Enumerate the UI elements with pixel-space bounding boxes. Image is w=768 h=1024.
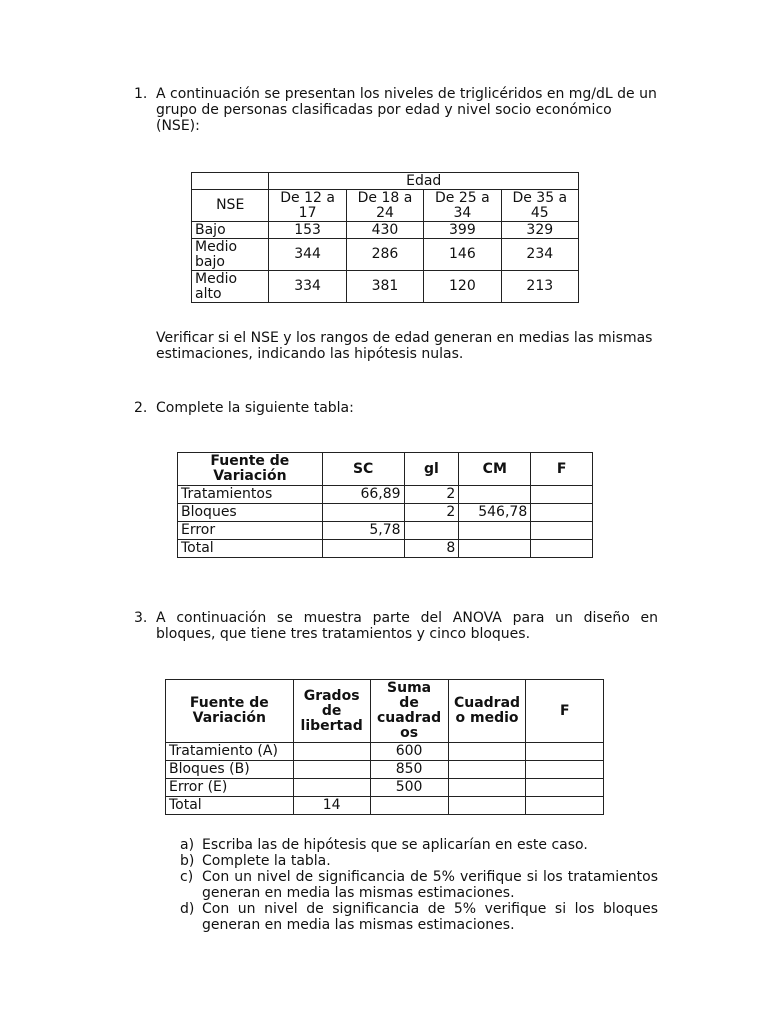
table-cell: 14 xyxy=(293,797,370,815)
row-header-nse: NSE xyxy=(192,190,269,222)
table-cell: 334 xyxy=(269,271,346,303)
table-cell xyxy=(293,743,370,761)
question-3 xyxy=(134,610,658,642)
table-cell: 2 xyxy=(404,486,459,504)
column-header: De 25 a 34 xyxy=(424,190,501,222)
table-row xyxy=(192,271,579,303)
header-fuente: Fuente de Variación xyxy=(166,680,294,743)
row-label: Total xyxy=(166,797,294,815)
table-cell: 286 xyxy=(346,239,423,271)
list-marker: d) xyxy=(180,901,195,917)
table-row xyxy=(178,540,593,558)
row-label: Total xyxy=(178,540,323,558)
table-row xyxy=(178,486,593,504)
table-row xyxy=(166,743,604,761)
list-item xyxy=(180,869,658,901)
table-cell: 500 xyxy=(370,779,448,797)
table-cell xyxy=(322,540,404,558)
table-cell xyxy=(370,797,448,815)
table-cell xyxy=(404,522,459,540)
row-label: Bloques xyxy=(178,504,323,522)
column-header: De 12 a 17 xyxy=(269,190,346,222)
row-label: Error (E) xyxy=(166,779,294,797)
question-number: 2. xyxy=(134,400,148,416)
table-cell xyxy=(526,797,604,815)
table-cell: 8 xyxy=(404,540,459,558)
list-marker: b) xyxy=(180,853,195,869)
column-header: De 35 a 45 xyxy=(501,190,578,222)
header-gl: gl xyxy=(404,453,459,486)
table-cell: 234 xyxy=(501,239,578,271)
header-f: F xyxy=(526,680,604,743)
list-item xyxy=(180,901,658,933)
table-cell: 399 xyxy=(424,222,501,239)
table-cell: 146 xyxy=(424,239,501,271)
question-number: 1. xyxy=(134,86,148,102)
table-cell: 153 xyxy=(269,222,346,239)
column-header: De 18 a 24 xyxy=(346,190,423,222)
table-cell xyxy=(531,522,593,540)
question-text: A continuación se presentan los niveles de triglicéridos en mg/dL de un grupo de personas clasificadas por edad y nivel socio económico (NSE): xyxy=(156,86,657,134)
table-cell: 5,78 xyxy=(322,522,404,540)
header-grados-libertad: Grados de libertad xyxy=(293,680,370,743)
list-item-text: Con un nivel de significancia de 5% verifique si los bloques generan en media las mismas estimaciones. xyxy=(202,901,658,933)
list-item xyxy=(180,853,658,869)
list-marker: c) xyxy=(180,869,194,885)
question-number: 3. xyxy=(134,610,148,626)
list-item xyxy=(180,837,658,853)
table-cell: 329 xyxy=(501,222,578,239)
header-fuente: Fuente de Variación xyxy=(178,453,323,486)
list-item-text: Con un nivel de significancia de 5% verifique si los tratamientos generan en media las mismas estimaciones. xyxy=(202,869,658,901)
table-cell xyxy=(322,504,404,522)
table-row xyxy=(166,761,604,779)
table-row xyxy=(192,239,579,271)
question-1-followup: Verificar si el NSE y los rangos de edad generan en medias las mismas estimaciones, indicando las hipótesis nulas. xyxy=(156,330,653,362)
row-label: Medio alto xyxy=(192,271,269,303)
table-cell: 120 xyxy=(424,271,501,303)
table-cell xyxy=(526,779,604,797)
question-3-items xyxy=(180,837,658,933)
table-row xyxy=(178,522,593,540)
table-cell: 344 xyxy=(269,239,346,271)
row-label: Tratamiento (A) xyxy=(166,743,294,761)
table-cell xyxy=(459,486,531,504)
table-row xyxy=(166,779,604,797)
row-label: Tratamientos xyxy=(178,486,323,504)
question-text: Complete la siguiente tabla: xyxy=(156,400,354,416)
table-cell: 430 xyxy=(346,222,423,239)
row-label: Bloques (B) xyxy=(166,761,294,779)
table-cell xyxy=(531,486,593,504)
table-cell xyxy=(448,761,526,779)
table-cell xyxy=(293,761,370,779)
table-cell: 546,78 xyxy=(459,504,531,522)
list-marker: a) xyxy=(180,837,195,853)
row-label: Error xyxy=(178,522,323,540)
header-cm: CM xyxy=(459,453,531,486)
table-cell xyxy=(448,797,526,815)
table-cell xyxy=(293,779,370,797)
header-cuadrado-medio: Cuadrad o medio xyxy=(448,680,526,743)
header-f: F xyxy=(531,453,593,486)
anova-table-q3 xyxy=(165,679,604,815)
row-label: Medio bajo xyxy=(192,239,269,271)
table-cell: 850 xyxy=(370,761,448,779)
list-item-text: Escriba las de hipótesis que se aplicarían en este caso. xyxy=(202,837,588,853)
list-item-text: Complete la tabla. xyxy=(202,853,331,869)
table-cell xyxy=(459,522,531,540)
anova-table-q2 xyxy=(177,452,593,558)
table-row xyxy=(178,504,593,522)
table-cell: 600 xyxy=(370,743,448,761)
question-2 xyxy=(134,400,658,416)
table-cell xyxy=(448,779,526,797)
table-cell: 2 xyxy=(404,504,459,522)
table-cell: 381 xyxy=(346,271,423,303)
row-label: Bajo xyxy=(192,222,269,239)
header-suma-cuadrados: Suma de cuadrad os xyxy=(370,680,448,743)
table-cell: 66,89 xyxy=(322,486,404,504)
table-row xyxy=(166,797,604,815)
question-text: A continuación se muestra parte del ANOVA para un diseño en bloques, que tiene tres tratamientos y cinco bloques. xyxy=(156,610,658,642)
table-row xyxy=(192,222,579,239)
table-cell xyxy=(526,761,604,779)
empty-cell xyxy=(192,173,269,190)
header-sc: SC xyxy=(322,453,404,486)
table-cell xyxy=(531,540,593,558)
table-cell xyxy=(448,743,526,761)
table-cell xyxy=(459,540,531,558)
table-cell xyxy=(526,743,604,761)
triglycerides-table xyxy=(191,172,579,303)
group-header-edad: Edad xyxy=(269,173,579,190)
table-cell: 213 xyxy=(501,271,578,303)
question-1 xyxy=(134,86,658,134)
table-cell xyxy=(531,504,593,522)
